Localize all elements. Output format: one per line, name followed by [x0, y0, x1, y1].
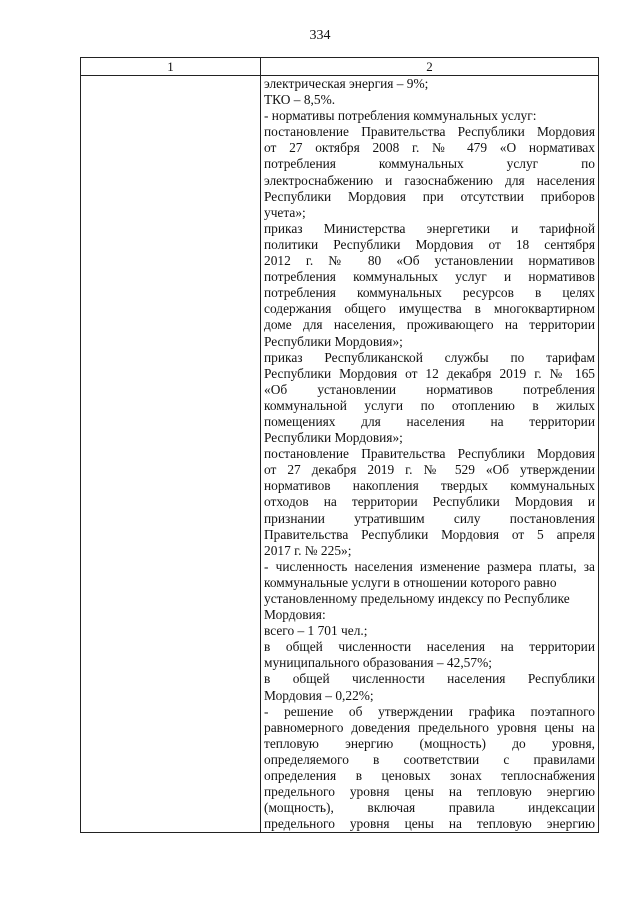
text-line: Республики Мордовия от 12 декабря 2019 г. № 165	[264, 365, 595, 381]
column-header-2: 2	[426, 59, 433, 74]
text-line: постановление Правительства Республики Мордовия	[264, 124, 595, 140]
text-line: - решение об утверждении графика поэтапного	[264, 703, 595, 719]
text-line: приказ Республиканской службы по тарифам	[264, 349, 595, 365]
text-line: в общей численности населения на территории	[264, 639, 595, 655]
text-line: Мордовия – 0,22%;	[264, 687, 374, 703]
text-line: всего – 1 701 чел.;	[264, 623, 368, 639]
text-line: нормативов накопления твердых коммунальных	[264, 478, 595, 494]
text-line: - нормативы потребления коммунальных услуг:	[264, 108, 537, 124]
text-line: коммунальной услуги по отоплению в жилых	[264, 397, 595, 413]
text-line: содержания общего имущества в многоквартирном	[264, 301, 595, 317]
text-line: установленному предельному индексу по Республике	[264, 591, 570, 606]
text-line: от 27 октября 2008 г. № 479 «О нормативах	[264, 140, 595, 156]
text-line: учета»;	[264, 204, 306, 220]
text-line: Правительства Республики Мордовия от 5 апреля	[264, 526, 595, 542]
text-line: - численность населения изменение размера платы, за	[264, 558, 595, 574]
text-line: (мощность), включая правила индексации	[264, 800, 595, 816]
text-line: в общей численности населения Республики	[264, 671, 595, 687]
column-divider	[260, 58, 261, 832]
text-line: 2012 г. № 80 «Об установлении нормативов	[264, 253, 595, 269]
text-line: потребления коммунальных ресурсов в целях	[264, 285, 595, 301]
text-line: равномерного доведения предельного уровня цены на	[264, 719, 595, 735]
text-line: определения в ценовых зонах теплоснабжения	[264, 768, 595, 784]
text-line: Мордовия:	[264, 607, 326, 623]
text-line: приказ Министерства энергетики и тарифной	[264, 220, 595, 236]
text-line: электрическая энергия – 9%;	[264, 76, 429, 91]
text-line: коммунальные услуги в отношении которого равно	[264, 574, 557, 590]
text-line: электроснабжению и газоснабжению для населения	[264, 172, 595, 188]
text-line: политики Республики Мордовия от 18 сентября	[264, 236, 595, 252]
text-line: от 27 декабря 2019 г. № 529 «Об утверждении	[264, 462, 595, 478]
text-line: постановление Правительства Республики Мордовия	[264, 446, 595, 462]
content-cell	[264, 76, 595, 832]
text-line: признании утратившим силу постановления	[264, 510, 595, 526]
text-line: 2017 г. № 225»;	[264, 542, 352, 558]
text-line: предельного уровня цены на тепловую энергию	[264, 784, 595, 800]
text-line: помещениях для населения на территории	[264, 413, 595, 429]
text-line: отходов на территории Республики Мордовия и	[264, 494, 595, 510]
text-line: потребления коммунальных услуг по	[264, 156, 595, 172]
text-line: определяемого в соответствии с правилами	[264, 751, 595, 767]
table-header-row	[81, 58, 598, 76]
text-line: предельного уровня цены на тепловую энергию	[264, 816, 595, 832]
text-line: муниципального образования – 42,57%;	[264, 655, 492, 671]
document-table	[80, 57, 599, 833]
text-line: ТКО – 8,5%.	[264, 92, 336, 108]
text-line: Республики Мордовия»;	[264, 333, 403, 349]
text-line: доме для населения, проживающего на территории	[264, 317, 595, 333]
page-number: 334	[309, 28, 331, 43]
text-line: «Об установлении нормативов потребления	[264, 381, 595, 397]
text-line: Республики Мордовия при отсутствии приборов	[264, 188, 595, 204]
text-line: потребления коммунальных услуг и нормативов	[264, 269, 595, 285]
text-line: Республики Мордовия»;	[264, 430, 403, 446]
column-header-1: 1	[167, 59, 174, 74]
text-line: тепловую энергию (мощность) до уровня,	[264, 735, 595, 751]
